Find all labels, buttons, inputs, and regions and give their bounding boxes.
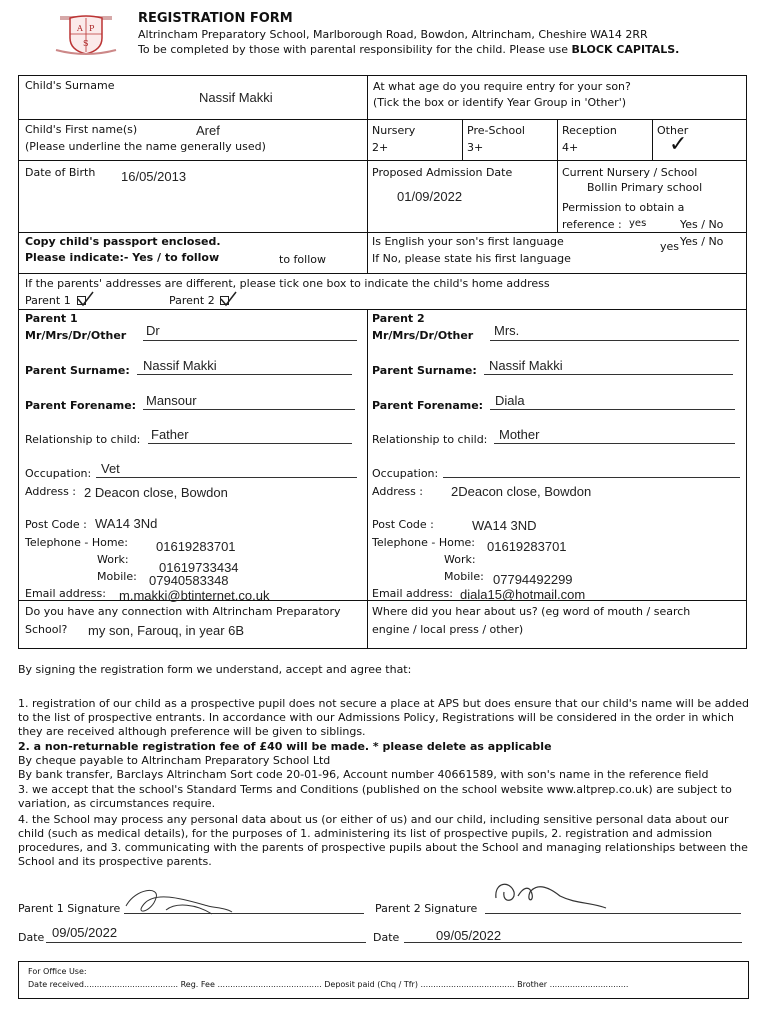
parent1-address-label: Address : <box>25 485 77 498</box>
english-question: Is English your son's first language <box>372 235 564 248</box>
office-use-fields: Date received..................................... Reg. Fee ......................................... Deposit paid (Chq / Tfr) ..................................... Brother ............................... <box>28 980 629 989</box>
hear-about-question-1: Where did you hear about us? (eg word of mouth / search <box>372 605 691 618</box>
parent2-email-label: Email address: <box>372 587 453 600</box>
parent2-signature-label: Parent 2 Signature <box>375 902 478 915</box>
parent1-work-label: Work: <box>97 553 129 566</box>
parent1-title-value[interactable]: Dr <box>146 323 160 338</box>
terms-point-4: 4. the School may process any personal data about us (or either of us) and our child, including sensitive personal data about our child (such as medical details), for the purposes of 1. administering its list of prospective pupils, 2. registration and admission procedures, and 3. communicating with the parents of prospective pupils about the School and managing relationships between the School and its prospective parents. <box>18 813 748 868</box>
entry-age-question: At what age do you require entry for your son? <box>373 80 631 93</box>
parent1-signature-image[interactable] <box>116 882 236 926</box>
parent2-date-value[interactable]: 09/05/2022 <box>436 928 502 943</box>
parent1-title-label: Mr/Mrs/Dr/Other <box>25 329 127 342</box>
child-surname-label: Child's Surname <box>25 79 115 92</box>
admission-date-label: Proposed Admission Date <box>372 166 513 179</box>
parent1-postcode-value[interactable]: WA14 3Nd <box>95 516 158 531</box>
parent2-title-value[interactable]: Mrs. <box>494 323 520 338</box>
permission-label-1: Permission to obtain a <box>562 201 685 214</box>
form-instruction: To be completed by those with parental responsibility for the child. Please use BLOCK CAPITALS. <box>138 43 680 56</box>
terms-point-2b: By bank transfer, Barclays Altrincham Sort code 20-01-96, Account number 40661589, with son's name in the reference field <box>18 768 709 781</box>
parent1-occupation-value[interactable]: Vet <box>101 461 120 476</box>
parent1-heading: Parent 1 <box>25 312 78 325</box>
terms-point-2a: By cheque payable to Altrincham Preparatory School Ltd <box>18 754 331 767</box>
home-parent1-label: Parent 1 <box>25 294 71 307</box>
parent2-postcode-value[interactable]: WA14 3ND <box>472 518 537 533</box>
entry-option-nursery-age[interactable]: 2+ <box>372 141 389 154</box>
parent2-relationship-label: Relationship to child: <box>372 433 488 446</box>
parent2-occupation-label: Occupation: <box>372 467 439 480</box>
parent2-date-label: Date <box>373 931 400 944</box>
home-parent2-label: Parent 2 <box>169 294 215 307</box>
parent1-forename-value[interactable]: Mansour <box>146 393 197 408</box>
parent1-tel-home-value[interactable]: 01619283701 <box>156 539 236 554</box>
svg-text:A: A <box>77 24 83 33</box>
entry-option-preschool-age[interactable]: 3+ <box>467 141 484 154</box>
english-options: Yes / No <box>680 235 724 248</box>
passport-value[interactable]: to follow <box>279 253 326 266</box>
terms-point-1: 1. registration of our child as a prospective pupil does not secure a place at APS but does ensure that our child's name will be added to the list of prospective entrants. In accordance with our Admissions Policy, Registrations will be considered in the order in which they are received although preference will be given to siblings. <box>18 697 750 738</box>
parent2-title-label: Mr/Mrs/Dr/Other <box>372 329 474 342</box>
parent2-mobile-label: Mobile: <box>444 570 484 583</box>
school-crest-logo <box>48 10 124 56</box>
home-parent2-tick-icon <box>219 290 239 308</box>
permission-options: Yes / No <box>680 218 724 231</box>
entry-option-reception-label: Reception <box>562 124 617 137</box>
svg-text:P: P <box>89 24 95 33</box>
parent1-mobile-value[interactable]: 07940583348 <box>149 573 229 588</box>
entry-option-reception-age[interactable]: 4+ <box>562 141 579 154</box>
parent1-signature-label: Parent 1 Signature <box>18 902 121 915</box>
parent1-tel-home-label: Telephone - Home: <box>25 536 129 549</box>
parent1-surname-label: Parent Surname: <box>25 364 130 377</box>
entry-other-check-icon[interactable]: ✓ <box>669 132 688 157</box>
parent2-address-label: Address : <box>372 485 424 498</box>
permission-value[interactable]: yes <box>629 218 647 229</box>
home-address-instruction: If the parents' addresses are different, please tick one box to indicate the child's home address <box>25 277 550 290</box>
parent2-signature-image[interactable] <box>490 878 610 914</box>
first-language-prompt: If No, please state his first language <box>372 252 571 265</box>
child-first-name-label: Child's First name(s) <box>25 123 138 136</box>
parent1-forename-label: Parent Forename: <box>25 399 137 412</box>
parent2-work-label: Work: <box>444 553 476 566</box>
parent1-date-value[interactable]: 09/05/2022 <box>52 925 118 940</box>
parent1-mobile-label: Mobile: <box>97 570 137 583</box>
parent1-email-value[interactable]: m.makki@btinternet.co.uk <box>119 588 270 603</box>
permission-label-2: reference : <box>562 218 622 231</box>
current-nursery-value[interactable]: Bollin Primary school <box>587 181 703 194</box>
svg-text:S: S <box>83 39 89 48</box>
child-first-name-value[interactable]: Aref <box>196 123 220 138</box>
home-parent1-tick-icon <box>76 290 96 308</box>
dob-value[interactable]: 16/05/2013 <box>121 169 187 184</box>
parent1-relationship-label: Relationship to child: <box>25 433 141 446</box>
parent1-date-label: Date <box>18 931 45 944</box>
parent1-work-value[interactable]: 01619733434 <box>159 560 239 575</box>
current-nursery-label: Current Nursery / School <box>562 166 698 179</box>
connection-question-2: School? <box>25 623 68 636</box>
passport-indicate: Please indicate:- Yes / to follow <box>25 251 220 264</box>
connection-value[interactable]: my son, Farouq, in year 6B <box>88 623 245 638</box>
parent2-surname-value[interactable]: Nassif Makki <box>489 358 563 373</box>
parent2-tel-home-label: Telephone - Home: <box>372 536 476 549</box>
parent2-forename-label: Parent Forename: <box>372 399 484 412</box>
parent1-relationship-value[interactable]: Father <box>151 427 189 442</box>
entry-option-other-label: Other <box>657 124 689 137</box>
parent2-address-value[interactable]: 2Deacon close, Bowdon <box>451 484 592 499</box>
parent1-surname-value[interactable]: Nassif Makki <box>143 358 217 373</box>
parent2-relationship-value[interactable]: Mother <box>499 427 540 442</box>
parent2-forename-value[interactable]: Diala <box>495 393 525 408</box>
hear-about-question-2: engine / local press / other) <box>372 623 524 636</box>
parent2-email-value[interactable]: diala15@hotmail.com <box>460 587 586 602</box>
terms-point-3: 3. we accept that the school's Standard Terms and Conditions (published on the school website www.altprep.co.uk) are subject to variation, as circumstances require. <box>18 783 732 810</box>
terms-point-2: 2. a non-returnable registration fee of £40 will be made. * please delete as applicable <box>18 740 552 753</box>
connection-question-1: Do you have any connection with Altrincham Preparatory <box>25 605 341 618</box>
entry-option-preschool-label: Pre-School <box>467 124 525 137</box>
parent1-email-label: Email address: <box>25 587 106 600</box>
office-use-heading: For Office Use: <box>28 967 87 976</box>
passport-label: Copy child's passport enclosed. <box>25 235 221 248</box>
parent2-tel-home-value[interactable]: 01619283701 <box>487 539 567 554</box>
child-surname-value[interactable]: Nassif Makki <box>199 90 273 105</box>
parent1-postcode-label: Post Code : <box>25 518 87 531</box>
entry-age-hint: (Tick the box or identify Year Group in 'Other') <box>373 96 627 109</box>
parent1-occupation-label: Occupation: <box>25 467 92 480</box>
parent1-address-value[interactable]: 2 Deacon close, Bowdon <box>84 485 228 500</box>
entry-option-nursery-label: Nursery <box>372 124 416 137</box>
form-title: REGISTRATION FORM <box>138 11 293 26</box>
admission-date-value[interactable]: 01/09/2022 <box>397 189 463 204</box>
terms-intro: By signing the registration form we understand, accept and agree that: <box>18 663 412 676</box>
parent2-surname-label: Parent Surname: <box>372 364 477 377</box>
parent2-postcode-label: Post Code : <box>372 518 434 531</box>
english-value[interactable]: yes <box>660 240 680 253</box>
school-address: Altrincham Preparatory School, Marlborough Road, Bowdon, Altrincham, Cheshire WA14 2RR <box>138 28 648 41</box>
dob-label: Date of Birth <box>25 166 96 179</box>
child-first-name-note: (Please underline the name generally used) <box>25 140 266 153</box>
parent2-heading: Parent 2 <box>372 312 425 325</box>
parent2-mobile-value[interactable]: 07794492299 <box>493 572 573 587</box>
